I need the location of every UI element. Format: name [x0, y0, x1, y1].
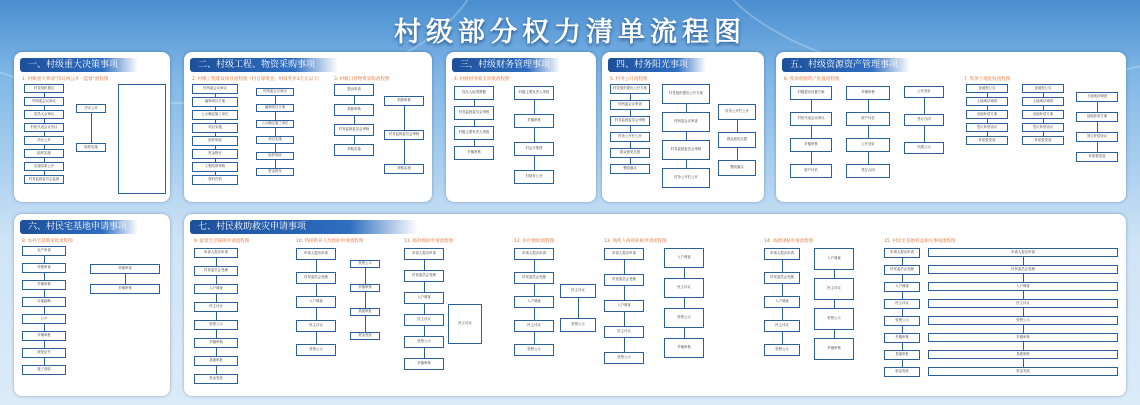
flow-node: 入户调查: [664, 248, 704, 268]
flow-connector: [782, 332, 783, 344]
flow-connector: [1023, 291, 1024, 299]
flow-connector: [534, 128, 535, 142]
flow-node: 公示确定施工单位: [192, 110, 238, 120]
flow-node: 决议公开: [24, 136, 64, 145]
flow-node: 民主评议: [514, 320, 554, 332]
flow-node: 乡镇审核: [194, 338, 238, 348]
section-header: 一、村级重大决策事项: [20, 58, 138, 72]
flow-connector: [44, 324, 45, 331]
flow-connector: [275, 160, 276, 168]
section-header: 二、村级工程、物资采购事项: [190, 58, 338, 72]
flow-node: 预算审核: [334, 104, 374, 116]
flow-node: 村民委员会受理: [404, 270, 444, 282]
flow-node: 经办人取得票据: [454, 86, 494, 100]
flow-node: 村民委员会受理: [194, 266, 238, 276]
section-subtitle: 7. 集体土地征收流程图: [964, 77, 1011, 82]
flow-connector: [275, 128, 276, 136]
flow-node: 民主评议: [928, 299, 1118, 308]
flow-node: 乡镇审核: [350, 284, 380, 292]
flow-node: 村级提出处置方案: [790, 86, 832, 100]
flow-node: 村务监督委员会审核: [662, 140, 710, 160]
panel-relief: [184, 214, 1126, 396]
flow-connector: [924, 126, 925, 142]
flow-connector: [216, 276, 217, 284]
flow-connector: [275, 96, 276, 104]
flow-connector: [1023, 257, 1024, 265]
section-subtitle: 15. 村民宅基地权益相关事项流程图: [884, 239, 956, 244]
flow-node: 县级审批: [928, 350, 1118, 359]
panel-major-decisions: [14, 52, 170, 202]
flow-node: 县级审批: [194, 356, 238, 366]
flow-node: 入户调查: [404, 292, 444, 304]
flow-connector: [1023, 359, 1024, 367]
section-subtitle: 6. 集体资源资产处置流程图: [784, 77, 840, 82]
flow-node: 申请人提出申请: [514, 248, 554, 260]
section-subtitle: 1. 村级重大事项"四议两公开一监督"流程图: [22, 77, 109, 82]
flow-connector: [686, 132, 687, 140]
flow-node: 村务监督委员会监督: [24, 175, 64, 184]
flow-node: 工程结算审核: [192, 162, 238, 172]
flow-node: 乡镇审核: [884, 333, 920, 343]
flow-connector: [216, 258, 217, 266]
page-title: 村级部分权力清单流程图: [394, 17, 746, 48]
flow-node: 申请人提出申请: [928, 248, 1118, 257]
section-subtitle: 14. 高龄津贴申请流程图: [764, 239, 814, 244]
flow-node: 入户调查: [604, 300, 644, 312]
flow-connector: [44, 307, 45, 314]
flow-connector: [534, 156, 535, 170]
flow-node: 张榜公示: [664, 308, 704, 328]
flow-node: 张榜公示: [560, 318, 596, 332]
flow-connector: [1097, 122, 1098, 132]
flow-connector: [782, 260, 783, 272]
flow-node: 实地踏勘: [22, 297, 66, 307]
flow-connector: [684, 298, 685, 308]
flow-node: 张榜公示: [296, 344, 336, 356]
flow-connector: [44, 273, 45, 280]
flow-node: 土地现状调查: [1076, 92, 1118, 102]
section-subtitle: 13. 残疾人两项补贴申请流程图: [604, 239, 667, 244]
flow-node: 民主评议: [448, 304, 482, 344]
flow-connector: [354, 136, 355, 144]
flow-connector: [534, 260, 535, 272]
flow-node: 村民委员会受理: [884, 265, 920, 275]
flow-node: 签订补偿协议: [1022, 123, 1064, 132]
flow-connector: [404, 106, 405, 130]
flow-connector: [902, 309, 903, 316]
section-header: 六、村民宅基地申请事项: [20, 220, 138, 234]
flow-node: 征地预公告: [1022, 84, 1064, 93]
flow-node: 民主评议: [814, 278, 854, 300]
flow-connector: [534, 332, 535, 344]
flow-node: 公示确定施工单位: [256, 120, 294, 128]
flow-connector: [811, 126, 812, 138]
flow-node: 征地补偿方案: [966, 110, 1008, 119]
section-subtitle: 10. 特困供养人员救助申请流程图: [296, 239, 364, 244]
flow-node: 乡镇审核: [514, 114, 554, 128]
flow-node: 乡镇审核: [90, 284, 160, 294]
flow-connector: [834, 330, 835, 338]
flow-node: 资金拨付: [256, 168, 294, 176]
section-subtitle: 11. 临时救助申请流程图: [404, 239, 454, 244]
flow-node: 资金发放: [350, 332, 380, 340]
flow-node: 村务监督委员会审核: [334, 124, 374, 136]
flow-connector: [902, 258, 903, 265]
flow-connector: [316, 332, 317, 344]
flow-connector: [834, 300, 835, 308]
flow-node: 村级主要负责人审批: [514, 86, 554, 100]
flow-node: 乡镇审核: [928, 333, 1118, 342]
flow-node: 提出申请: [334, 84, 374, 96]
flow-node: 结果公示: [904, 142, 944, 154]
flow-node: 补偿款发放: [1022, 136, 1064, 145]
flow-node: 村务监督委员会审核: [384, 130, 424, 140]
flow-connector: [216, 294, 217, 302]
flow-node: 申请人提出申请: [884, 248, 920, 258]
flow-node: 乡镇审核: [790, 138, 832, 152]
section-header: 四、村务阳光事项: [608, 58, 706, 72]
flow-node: 土地现状调查: [1022, 97, 1064, 106]
flow-node: 村民委员会受理: [764, 272, 800, 284]
flow-node: 民主评议: [664, 278, 704, 298]
flow-node: 乡镇审核: [22, 280, 66, 290]
flow-node: 村级主要负责人审批: [454, 126, 494, 140]
panel-transparency: [602, 52, 764, 202]
flow-connector: [782, 308, 783, 320]
flow-node: 村会计报账: [514, 142, 554, 156]
flow-node: 资产评估: [846, 112, 890, 126]
flow-node: 村民委员会受理: [514, 272, 554, 284]
flow-node: 编制项目方案: [256, 104, 294, 112]
flow-node: 颁发证书: [22, 348, 66, 358]
flow-node: 张榜公示: [884, 316, 920, 326]
flow-node: 村民委员会受理: [296, 272, 336, 284]
flow-node: 村务监督委员会审核: [610, 116, 650, 126]
flow-node: 项目实施: [256, 136, 294, 144]
section-subtitle: 4. 村级财务收支审批流程图: [454, 77, 510, 82]
section-header: 七、村民救助救灾申请事项: [190, 220, 418, 234]
flow-connector: [834, 270, 835, 278]
flow-node: 签订合同: [904, 114, 944, 126]
flow-node: 张榜公示: [604, 352, 644, 364]
flow-connector: [811, 152, 812, 164]
flow-node: 申请人提出申请: [764, 248, 800, 260]
flow-node: 资金拨付: [192, 149, 238, 159]
flow-node: 乡镇审核: [664, 338, 704, 358]
flow-node: 签订补偿协议: [966, 123, 1008, 132]
flow-connector: [1023, 342, 1024, 350]
flow-node: 项目实施: [192, 123, 238, 133]
flow-node: 申请人提出申请: [194, 248, 238, 258]
flow-connector: [316, 284, 317, 296]
flow-node: 乡镇审核: [814, 338, 854, 360]
flow-node: 资金发放: [928, 367, 1118, 376]
flow-node: 征地预公告: [966, 84, 1008, 93]
flow-node: 县级审批: [884, 350, 920, 360]
section-subtitle: 5. 村务公开流程图: [610, 77, 648, 82]
flow-node: 群众意见反馈: [718, 132, 756, 148]
flow-node: 县级审批: [350, 308, 380, 316]
flow-node: 民主评议: [560, 284, 596, 298]
flow-node: 张榜公示: [928, 316, 1118, 325]
flow-connector: [44, 341, 45, 348]
flow-node: 整改落实: [718, 160, 756, 176]
flow-node: 实施结果公开: [24, 162, 64, 171]
flow-node: 竣工验收: [22, 365, 66, 375]
flow-connector: [811, 100, 812, 112]
flow-node: 入户调查: [296, 296, 336, 308]
flow-node: 民主评议: [296, 320, 336, 332]
flow-node: 公开竞价: [846, 138, 890, 152]
flow-connector: [624, 312, 625, 326]
flow-connector: [216, 366, 217, 374]
flow-node: 村两委会议审查: [610, 100, 650, 110]
flow-node: 申请人提出申请: [404, 248, 444, 260]
flow-connector: [624, 286, 625, 300]
flow-node: 村两委会议商议: [192, 84, 238, 94]
flow-connector: [216, 330, 217, 338]
flow-node: 村民委员会受理: [604, 274, 644, 286]
flow-connector: [1023, 274, 1024, 282]
flow-node: 村财务公开: [514, 170, 554, 184]
flow-connector: [44, 256, 45, 263]
flow-node: 组织验收: [192, 136, 238, 146]
flow-connector: [737, 148, 738, 160]
flow-connector: [924, 98, 925, 114]
flow-connector: [316, 308, 317, 320]
flow-node: 村民委员会受理: [928, 265, 1118, 274]
flow-node: 组织验收: [256, 152, 294, 160]
flow-connector: [624, 338, 625, 352]
flow-connector: [275, 112, 276, 120]
flow-connector: [686, 160, 687, 168]
flow-node: 民主评议: [604, 326, 644, 338]
flow-connector: [216, 312, 217, 320]
flow-node: 张榜公示: [404, 336, 444, 348]
section-subtitle: 2. 村级工程建设项目流程图（村自筹资金、财政奖补3万元以下）: [192, 77, 323, 82]
flow-connector: [91, 113, 92, 143]
flow-node: 征地补偿方案: [1022, 110, 1064, 119]
flow-connector: [684, 268, 685, 278]
flow-node: 入户调查: [514, 296, 554, 308]
flow-connector: [44, 290, 45, 297]
flow-node: 村级审查: [90, 264, 160, 274]
flow-node: 组织实施: [76, 143, 106, 152]
panel-homestead: [14, 214, 170, 396]
flow-node: 乡镇审核: [404, 358, 444, 370]
flow-connector: [902, 326, 903, 333]
flow-connector: [782, 284, 783, 296]
flow-node: 民主评议: [194, 302, 238, 312]
flow-node: 张榜公示: [514, 344, 554, 356]
flow-connector: [365, 316, 366, 332]
section-header: 五、村级资源资产管理事项: [782, 58, 910, 72]
flow-connector: [902, 360, 903, 367]
flow-node: 民主评议: [404, 314, 444, 326]
flow-node: 资产评估: [790, 164, 832, 178]
flow-connector: [275, 144, 276, 152]
flow-node: 组织实施: [24, 149, 64, 158]
flow-node: 采购实施: [384, 164, 424, 174]
section-subtitle: 12. 医疗救助流程图: [514, 239, 555, 244]
flow-node: 乡镇审核: [454, 146, 494, 160]
flow-node: 资金发放: [884, 367, 920, 377]
flow-connector: [1097, 142, 1098, 152]
flow-node: 入户调查: [814, 248, 854, 270]
flow-node: 土地现状调查: [966, 97, 1008, 106]
flow-connector: [868, 126, 869, 138]
flow-node: 张榜公示: [764, 344, 800, 356]
flow-node: 张榜公示: [814, 308, 854, 330]
panel-procurement: [184, 52, 432, 202]
flow-node: 补偿款发放: [1076, 152, 1118, 162]
flow-connector: [365, 268, 366, 284]
flow-node: 决议公开: [76, 104, 106, 113]
flow-node: 村务公开栏公开: [718, 104, 756, 120]
flow-connector: [868, 152, 869, 164]
flow-node: 村务公开栏公开: [610, 132, 650, 142]
flow-connector: [686, 104, 687, 112]
flow-node: 民主评议: [884, 299, 920, 309]
flow-connector: [424, 260, 425, 270]
flow-node: 乡镇审批: [22, 331, 66, 341]
flow-node: 村两委会议商议: [256, 88, 294, 96]
flow-node: 村党组织提议: [24, 84, 64, 93]
flow-connector: [1023, 308, 1024, 316]
flow-node: 村党组织提出公开方案: [610, 84, 650, 94]
flow-connector: [216, 348, 217, 356]
flow-connector: [1023, 325, 1024, 333]
section-subtitle: 9. 最低生活保障申请流程图: [194, 239, 250, 244]
section-subtitle: 8. 农村宅基地审批流程图: [22, 239, 73, 244]
flow-node: 资金发放: [194, 374, 238, 384]
flow-node: 村民代表会议决议: [24, 123, 64, 132]
flow-connector: [868, 100, 869, 112]
flow-connector: [404, 140, 405, 164]
flow-node: 村级审查: [22, 263, 66, 273]
flow-node: 入户调查: [764, 296, 800, 308]
flow-node: 村务公开栏公开: [662, 168, 710, 188]
flow-connector: [424, 282, 425, 292]
flow-connector: [534, 100, 535, 114]
flow-connector: [902, 275, 903, 282]
flow-connector: [424, 304, 425, 314]
panel-resources: [776, 52, 1126, 202]
flow-connector: [902, 292, 903, 299]
flow-node: 公开竞价: [904, 86, 944, 98]
flow-connector: [684, 328, 685, 338]
flow-node: 村务监督委员会审核: [454, 106, 494, 120]
section-header: 三、村级财务管理事项: [452, 58, 560, 72]
flow-node: 签订合同: [846, 164, 890, 178]
flow-connector: [424, 326, 425, 336]
flow-connector: [354, 96, 355, 104]
flow-node: 村两委会议审查: [662, 112, 710, 132]
flow-connector: [44, 358, 45, 365]
flow-connector: [534, 284, 535, 296]
flow-node: 补偿款发放: [966, 136, 1008, 145]
flow-connector: [624, 260, 625, 274]
section-subtitle: 3. 村级日常物资采购流程图: [334, 77, 390, 82]
notes-box: [118, 84, 166, 194]
flow-node: 公示: [22, 314, 66, 324]
flow-node: 资料归档: [192, 175, 238, 185]
flow-node: 民主评议: [764, 320, 800, 332]
flow-node: 村党组织提出公开方案: [662, 84, 710, 104]
flow-node: 农户申请: [22, 246, 66, 256]
flow-node: 入户调查: [928, 282, 1118, 291]
flow-connector: [578, 298, 579, 318]
flow-connector: [316, 260, 317, 272]
flow-node: 编制项目方案: [192, 97, 238, 107]
flow-node: 乡镇审核: [846, 86, 890, 100]
flow-connector: [125, 274, 126, 284]
flow-node: 张榜公示: [350, 260, 380, 268]
flow-connector: [1097, 102, 1098, 112]
flow-node: 采购实施: [334, 144, 374, 156]
flow-node: 签订补偿协议: [1076, 132, 1118, 142]
flow-node: 申请人提出申请: [604, 248, 644, 260]
flow-node: 村两委会议商议: [24, 97, 64, 106]
flow-connector: [534, 308, 535, 320]
flow-node: 整改落实: [610, 164, 650, 174]
flow-node: 预算审核: [384, 96, 424, 106]
flow-node: 村民代表会议审议: [790, 112, 832, 126]
flow-node: 群众意见反馈: [610, 148, 650, 158]
flow-node: 入户调查: [194, 284, 238, 294]
flow-node: 张榜公示: [194, 320, 238, 330]
flow-connector: [902, 343, 903, 350]
flow-node: 征地补偿方案: [1076, 112, 1118, 122]
flow-connector: [737, 120, 738, 132]
flow-node: 党员大会审议: [24, 110, 64, 119]
flow-connector: [424, 348, 425, 358]
flow-connector: [354, 116, 355, 124]
flow-node: 入户调查: [884, 282, 920, 292]
panel-finance: [446, 52, 596, 202]
flow-node: 申请人提出申请: [296, 248, 336, 260]
flow-connector: [365, 292, 366, 308]
